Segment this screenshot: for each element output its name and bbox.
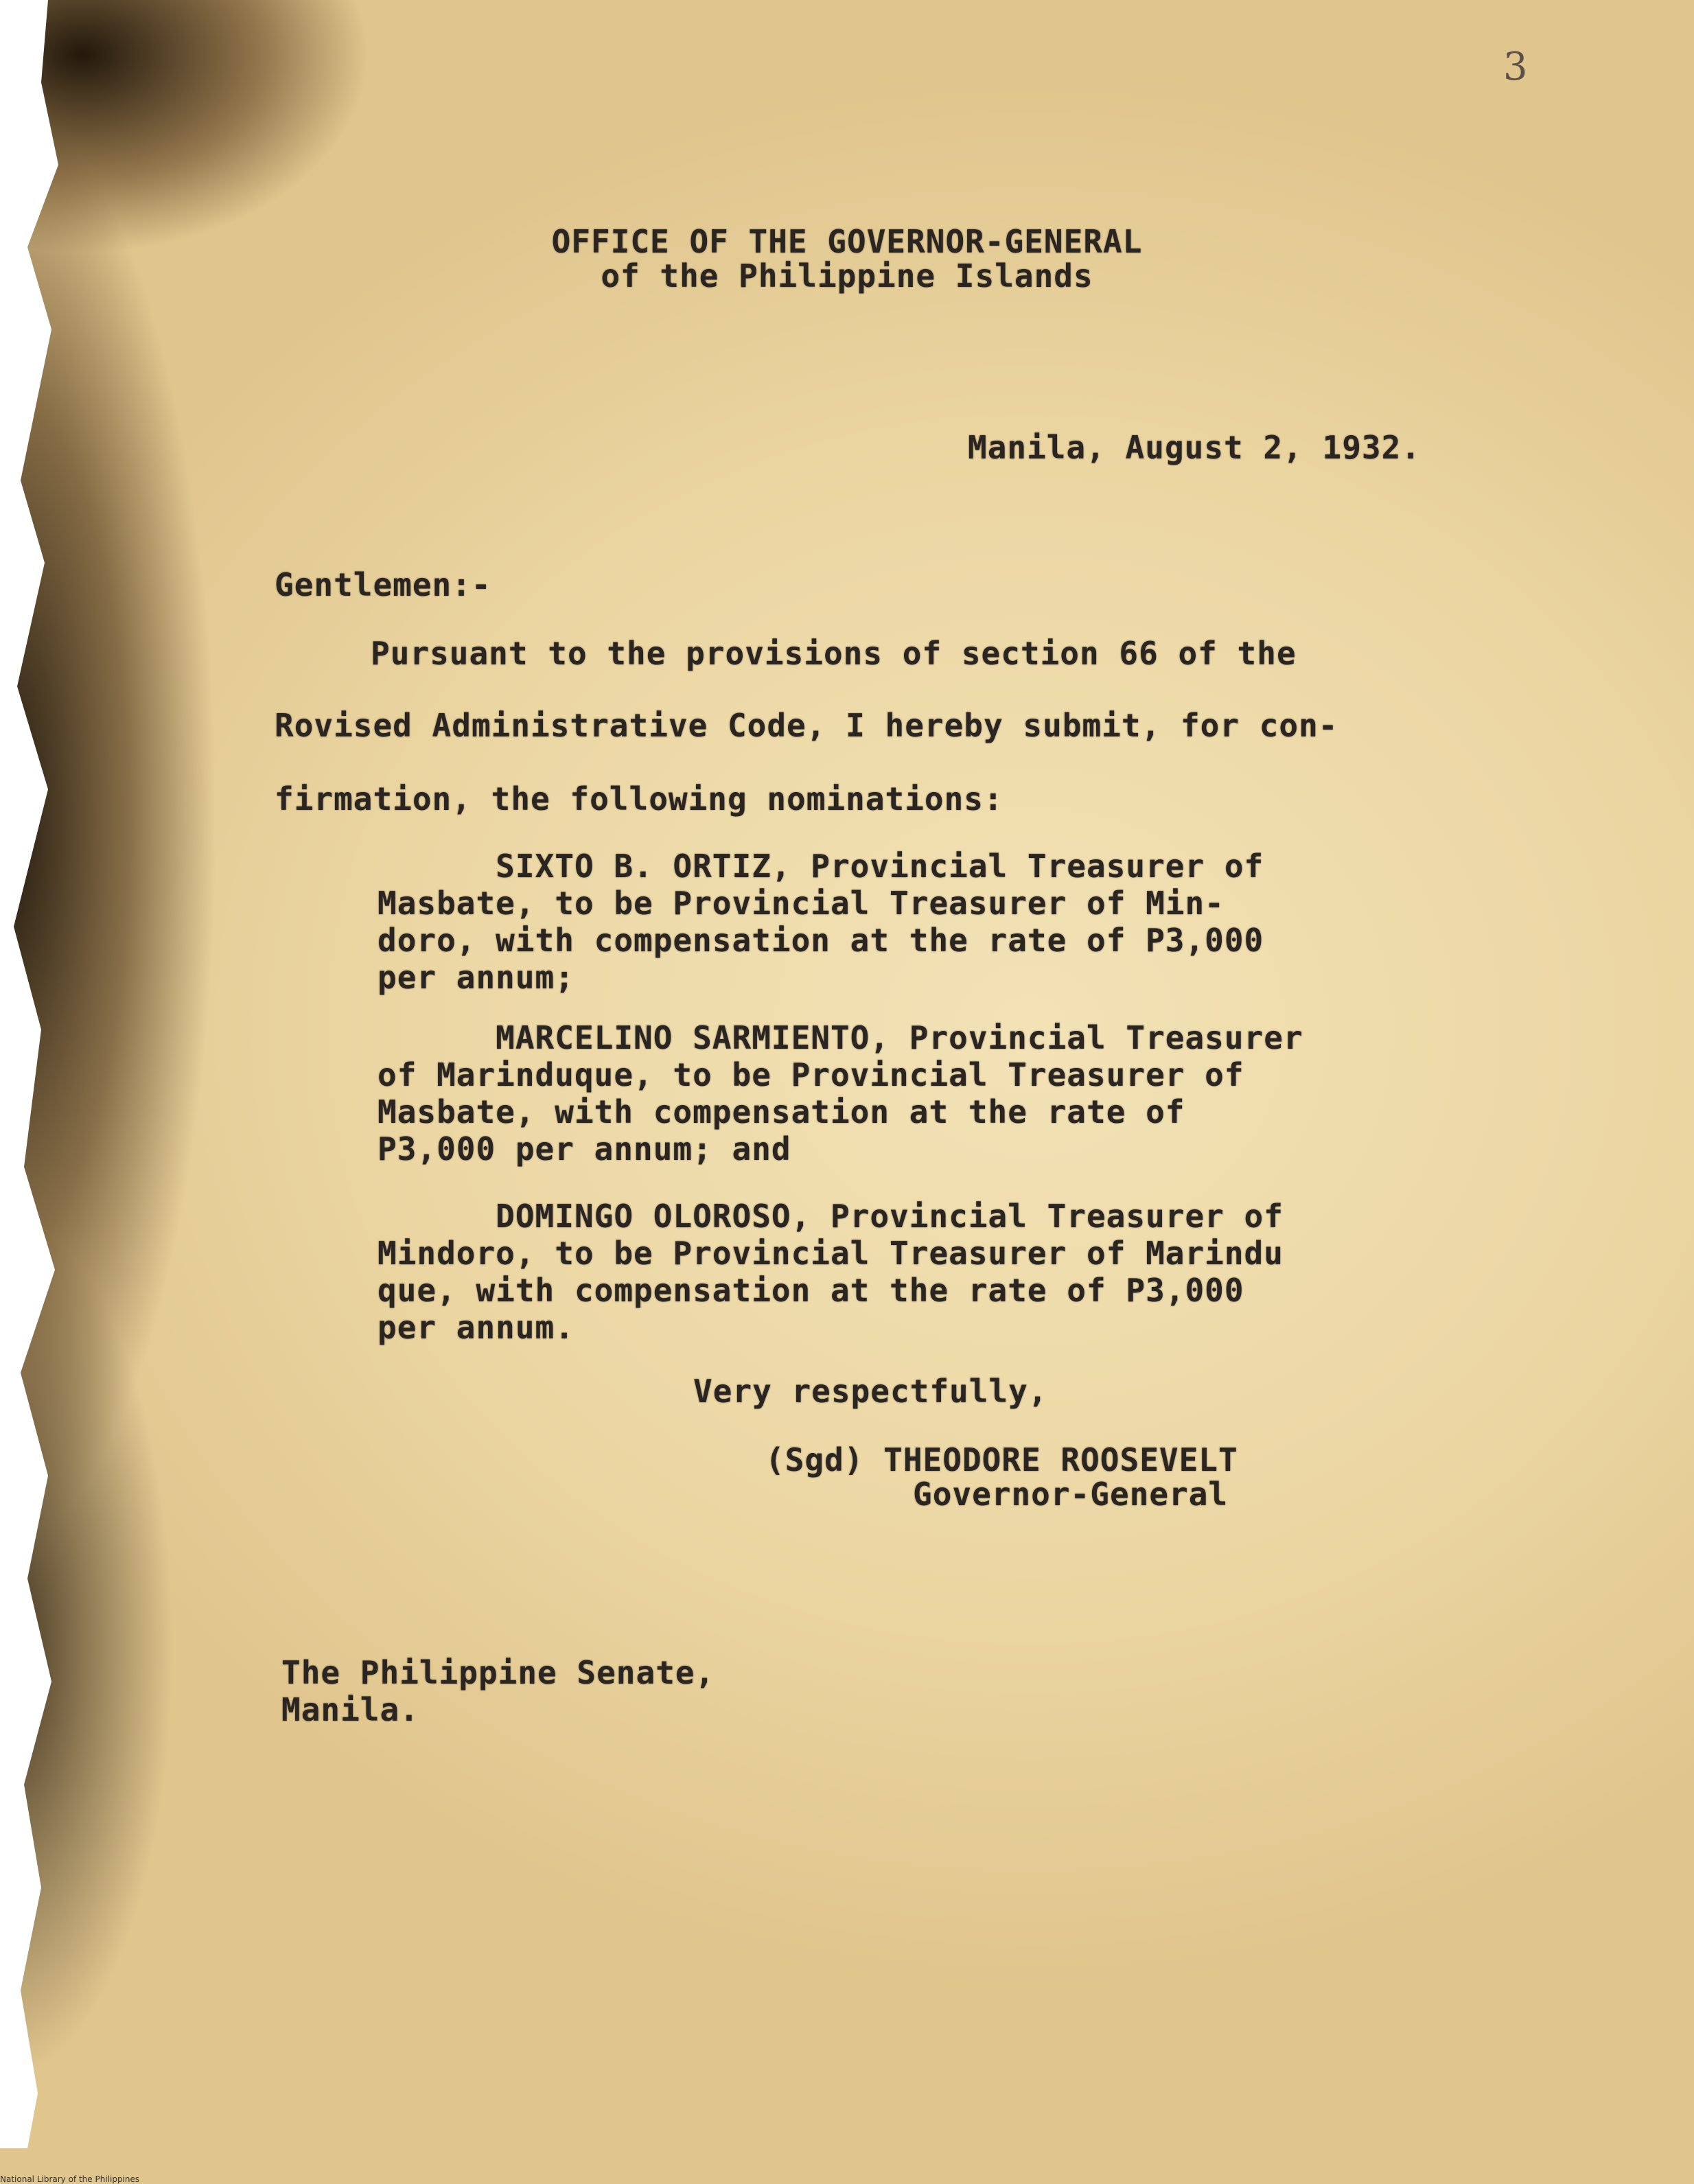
header-office-title: OFFICE OF THE GOVERNOR-GENERAL (551, 223, 1143, 260)
nomination-line: of Marinduque, to be Provincial Treasurer of (378, 1056, 1244, 1093)
burnt-edge (0, 0, 82, 2148)
addressee-line: The Philippine Senate, (281, 1654, 715, 1691)
body-line: Pursuant to the provisions of section 66 of the (371, 635, 1297, 672)
page-number-mark: 3 (1503, 45, 1528, 89)
nomination-line: doro, with compensation at the rate of P3,000 (378, 922, 1264, 959)
nomination-line: P3,000 per annum; and (378, 1130, 791, 1167)
nomination-line: per annum. (378, 1309, 575, 1346)
nomination-ortiz (378, 848, 1264, 996)
letter-date: Manila, August 2, 1932. (968, 429, 1421, 466)
nomination-line: DOMINGO OLOROSO, Provincial Treasurer of (378, 1198, 1284, 1235)
signature-title: Governor-General (913, 1476, 1229, 1513)
nomination-line: per annum; (378, 959, 575, 996)
nomination-line: Masbate, with compensation at the rate of (378, 1093, 1185, 1130)
addressee-line: Manila. (281, 1691, 419, 1728)
closing: Very respectfully, (693, 1373, 1048, 1410)
salutation: Gentlemen:- (275, 566, 491, 603)
nomination-line: SIXTO B. ORTIZ, Provincial Treasurer of (378, 848, 1264, 885)
nomination-line: que, with compensation at the rate of P3,000 (378, 1272, 1244, 1309)
nomination-line: MARCELINO SARMIENTO, Provincial Treasurer (378, 1019, 1303, 1056)
archive-footer-note: National Library of the Philippines (0, 2174, 140, 2184)
nomination-line: Mindoro, to be Provincial Treasurer of Marindu (378, 1235, 1284, 1272)
header-office-subtitle: of the Philippine Islands (601, 257, 1093, 294)
signature-name: (Sgd) THEODORE ROOSEVELT (765, 1441, 1238, 1478)
nomination-oloroso (378, 1198, 1284, 1346)
nomination-line: Masbate, to be Provincial Treasurer of Min- (378, 885, 1225, 922)
nomination-sarmiento (378, 1019, 1303, 1167)
body-line: firmation, the following nominations: (275, 780, 1003, 817)
body-line: Rovised Administrative Code, I hereby submit, for con- (275, 707, 1338, 744)
